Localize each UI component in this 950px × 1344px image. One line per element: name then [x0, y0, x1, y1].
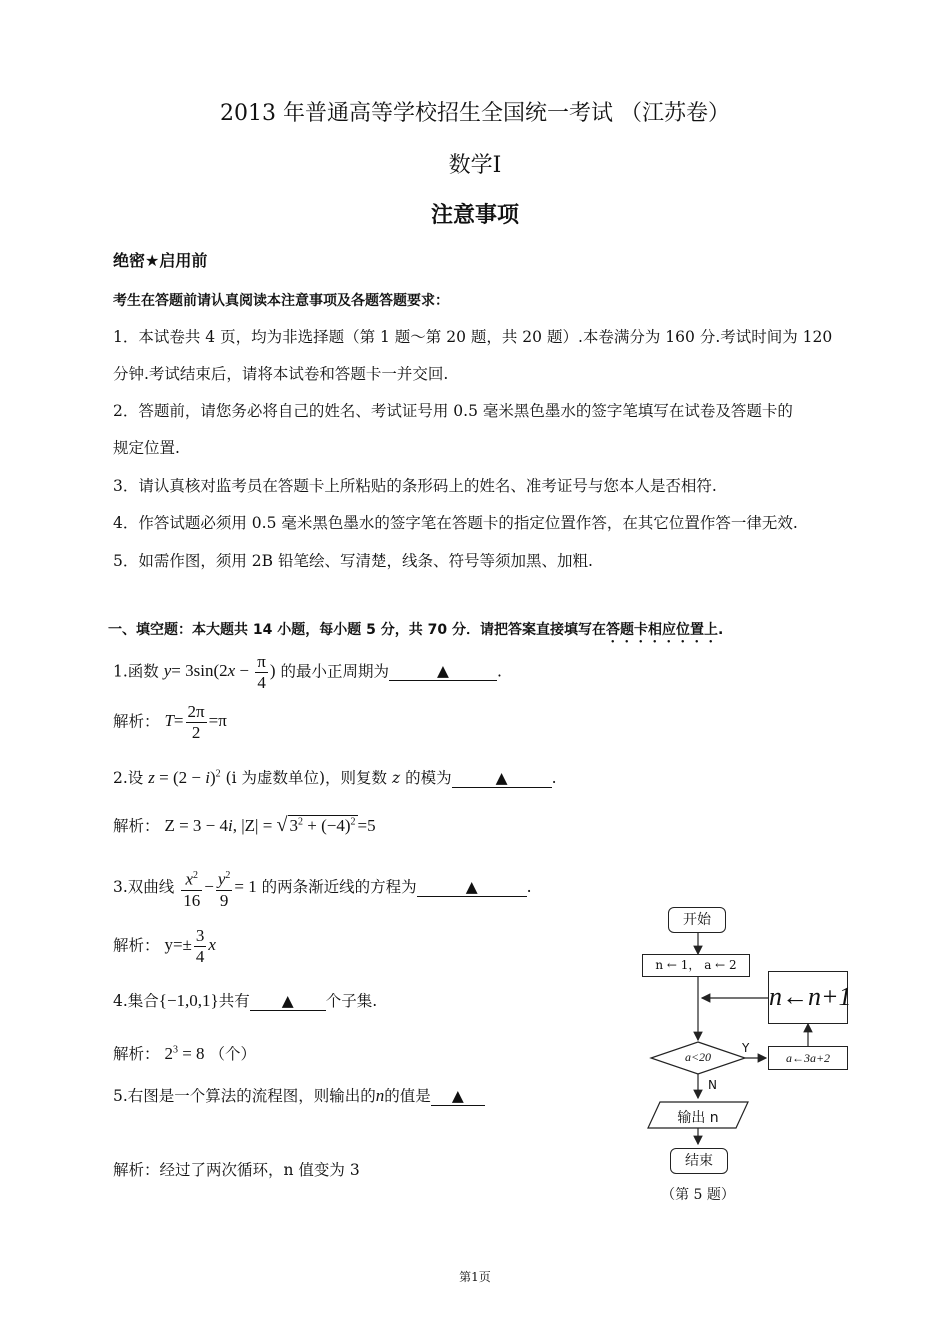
subject-title: 数学Ⅰ — [448, 153, 502, 178]
notice-item: 2．答题前，请您务必将自己的姓名、考试证号用 0.5 毫米黑色墨水的签字笔填写在试卷及答题卡的 — [113, 402, 793, 420]
flowchart — [630, 900, 870, 1210]
question-1: 1.函数 y= 3sin(2x − $\frac{\pi}{4}$ ) 的最小正周期为 ▲ . — [113, 652, 502, 692]
notice-item: 规定位置. — [113, 439, 180, 457]
triangle-marker-icon: ▲ — [465, 878, 478, 897]
figure-caption: （第 5 题） — [661, 1187, 735, 1203]
notice-item: 1．本试卷共 4 页，均为非选择题（第 1 题～第 20 题，共 20 题）.本卷满分为 160 分.考试时间为 120 — [113, 328, 833, 346]
answer-blank — [431, 1087, 485, 1106]
notice-item: 5．如需作图，须用 2B 铅笔绘、写清楚，线条、符号等须加黑、加粗. — [113, 552, 593, 570]
flow-update-a: a←3a+2 — [768, 1046, 848, 1070]
exam-title: 2013 年普通高等学校招生全国统一考试 （江苏卷） — [220, 101, 730, 126]
question-5: 5.右图是一个算法的流程图，则输出的n的值是 ▲ — [113, 1084, 485, 1106]
notice-intro: 考生在答题前请认真阅读本注意事项及各题答题要求： — [113, 293, 449, 309]
triangle-marker-icon: ▲ — [437, 662, 449, 681]
solution-5: 解析：经过了两次循环，n 值变为 3 — [113, 1161, 360, 1179]
answer-blank — [389, 662, 497, 681]
answer-blank — [417, 878, 527, 897]
answer-blank — [250, 992, 326, 1011]
question-4: 4.集合{−1,0,1}共有 ▲ 个子集. — [113, 991, 378, 1010]
triangle-marker-icon: ▲ — [495, 769, 508, 787]
flow-init: n ← 1， a ← 2 — [642, 954, 750, 977]
flow-condition-label: a<20 — [684, 1050, 712, 1064]
solution-4: 解析： $2^3 = 8$ （个） — [113, 1044, 256, 1063]
flow-no-label: N — [708, 1078, 717, 1092]
flow-update-n: n←n+1 — [768, 971, 848, 1024]
notice-item: 分钟.考试结束后，请将本试卷和答题卡一并交回. — [113, 365, 449, 383]
page-number: 第1页 — [459, 1270, 491, 1284]
section-heading: 一、填空题：本大题共 14 小题，每小题 5 分，共 70 分．请把答案直接填写在答题卡相应位置上. — [108, 622, 724, 638]
solution-1: 解析： T= $\frac{2\pi}{2}$ =π — [113, 702, 227, 742]
notice-item: 3．请认真核对监考员在答题卡上所粘贴的条形码上的姓名、准考证号与您本人是否相符. — [113, 477, 717, 495]
question-3: 3.双曲线 $\frac{x^2}{16}$ − $\frac{y^2}{9}$ = 1 的两条渐近线的方程为 ▲ . — [113, 866, 532, 911]
triangle-marker-icon: ▲ — [281, 992, 294, 1010]
flow-start: 开始 — [668, 907, 726, 933]
flow-output-label: 输出 n — [677, 1110, 719, 1126]
notice-title: 注意事项 — [430, 203, 519, 228]
answer-blank — [452, 769, 552, 788]
triangle-marker-icon: ▲ — [451, 1087, 464, 1105]
flow-yes-label: Y — [742, 1041, 750, 1055]
question-2: 2.设 $z = (2 - i)^2$ (i 为虚数单位)，则复数 z 的模为 ▲ . — [113, 768, 557, 787]
flow-end: 结束 — [670, 1148, 728, 1174]
notice-item: 4．作答试题必须用 0.5 毫米黑色墨水的签字笔在答题卡的指定位置作答，在其它位置作答一律无效. — [113, 514, 798, 532]
secret-label: 绝密★启用前 — [113, 251, 208, 270]
solution-2: 解析： Z = 3 − 4i, |Z| = √ $3^2 + (-4)^2 =5$ — [113, 814, 376, 836]
solution-3: 解析： y=± $\frac{3}{4}$ x — [113, 926, 216, 966]
